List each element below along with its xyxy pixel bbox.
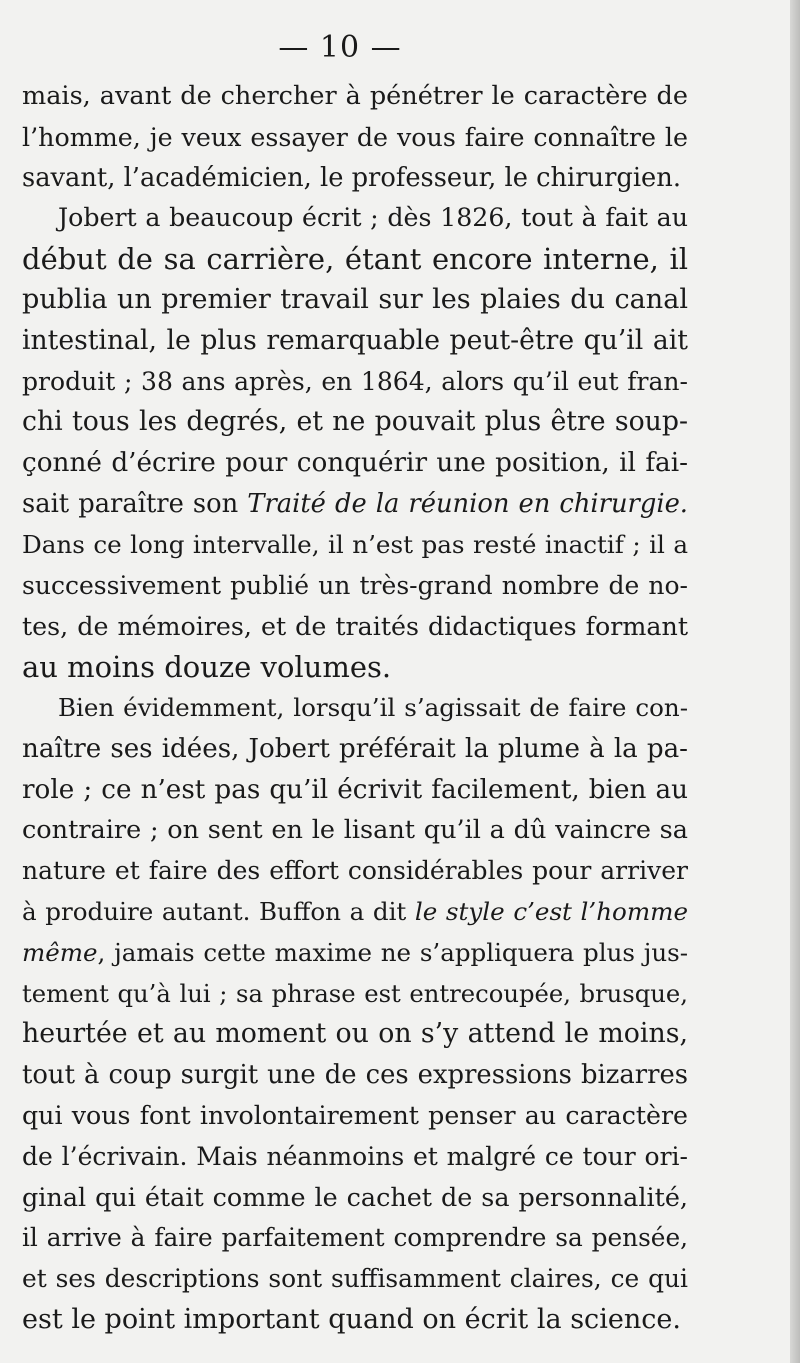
- text-line: de l’écrivain. Mais néanmoins et malgré ce tour ori-: [22, 1141, 688, 1171]
- text-line: ginal qui était comme le cachet de sa personnalité,: [22, 1182, 688, 1213]
- text-line: produit ; 38 ans après, en 1864, alors qu’il eut fran-: [22, 366, 688, 396]
- text-line: il arrive à faire parfaitement comprendre sa pensée,: [22, 1223, 688, 1253]
- text-line: çonné d’écrire pour conquérir une position, il fai-: [22, 448, 688, 479]
- text-line: chi tous les degrés, et ne pouvait plus être soup-: [22, 406, 688, 438]
- text-line: début de sa carrière, étant encore interne, il: [22, 242, 688, 277]
- text-line: successivement publié un très-grand nombre de no-: [22, 570, 688, 600]
- text-line: l’homme, je veux essayer de vous faire connaître le: [22, 121, 688, 152]
- quote-italic: même: [22, 937, 98, 967]
- page-number: — 10 —: [278, 30, 402, 65]
- text-line: heurtée et au moment ou on s’y attend le moins,: [22, 1018, 688, 1050]
- book-title: Traité de la réunion en chirurgie.: [247, 488, 688, 519]
- text-line: sait paraître son Traité de la réunion en chirurgie.: [22, 488, 688, 519]
- paragraph-start-line: Jobert a beaucoup écrit ; dès 1826, tout à fait au: [58, 203, 688, 233]
- text-line: tout à coup surgit une de ces expressions bizarres: [22, 1060, 688, 1091]
- text-line: tes, de mémoires, et de traités didactiques formant: [22, 611, 688, 642]
- text-line: Dans ce long intervalle, il n’est pas resté inactif ; il a: [22, 529, 688, 559]
- text-line: intestinal, le plus remarquable peut-être qu’il ait: [22, 324, 688, 356]
- text-line: savant, l’académicien, le professeur, le chirurgien.: [22, 162, 681, 193]
- text-line: contraire ; on sent en le lisant qu’il a dû vaincre sa: [22, 815, 688, 846]
- text-line: mais, avant de chercher à pénétrer le caractère de: [22, 81, 688, 111]
- text-line: nature et faire des effort considérables pour arriver: [22, 856, 688, 886]
- text-line: qui vous font involontairement penser au caractère: [22, 1100, 688, 1130]
- body-text: [22, 76, 688, 1341]
- quote-italic: le style c’est l’homme: [414, 896, 688, 926]
- text-line: role ; ce n’est pas qu’il écrivit facilement, bien au: [22, 774, 688, 805]
- text-line: au moins douze volumes.: [22, 650, 392, 685]
- page-edge-shadow: [790, 0, 800, 1363]
- text-line: même, jamais cette maxime ne s’appliquera plus jus-: [22, 937, 688, 967]
- text-line: est le point important quand on écrit la science.: [22, 1303, 681, 1335]
- text-line: publia un premier travail sur les plaies du canal: [22, 283, 688, 315]
- paragraph-start-line: Bien évidemment, lorsqu’il s’agissait de faire con-: [58, 692, 688, 722]
- text-line: à produire autant. Buffon a dit le style c’est l’homme: [22, 896, 688, 926]
- text-line: et ses descriptions sont suffisamment claires, ce qui: [22, 1264, 688, 1294]
- text-line: tement qu’à lui ; sa phrase est entrecoupée, brusque,: [22, 978, 688, 1008]
- text-line: naître ses idées, Jobert préférait la plume à la pa-: [22, 733, 688, 764]
